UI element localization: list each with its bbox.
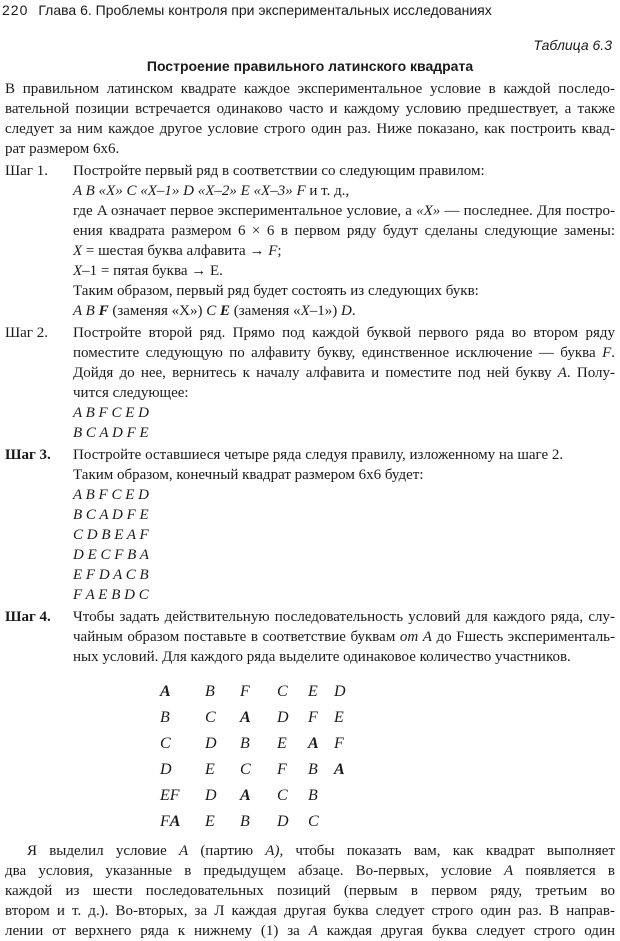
text-segment: F A E B D C	[73, 587, 149, 603]
text-segment: чится следующее:	[73, 385, 189, 401]
table-label: Таблица 6.3	[533, 37, 612, 53]
matrix-cell	[277, 809, 289, 835]
text-line	[5, 901, 615, 921]
matrix-cell	[205, 679, 215, 705]
matrix-row	[160, 757, 615, 783]
text-line	[5, 139, 615, 159]
matrix-cell	[205, 783, 217, 809]
matrix-cell	[205, 731, 217, 757]
matrix-cell-segment: D	[334, 683, 346, 700]
text-line	[73, 281, 615, 301]
text-segment: . Полу-	[566, 365, 615, 381]
matrix-cell	[240, 731, 250, 757]
page-number: 220	[2, 2, 29, 18]
text-segment: D E C F B A	[73, 547, 149, 563]
matrix-cell-segment: C	[277, 683, 288, 700]
text-segment: A B «X» C «X–1» D «X–2» E «X–3» F	[73, 183, 306, 199]
text-segment: A),	[265, 843, 284, 859]
matrix-cell-segment: A	[308, 735, 319, 752]
matrix-cell	[277, 783, 288, 809]
matrix-cell-segment: D	[205, 787, 217, 804]
text-segment: A	[557, 365, 567, 381]
text-segment: каждой из шести последовательных позиций (первым в первом ряду, третьим во	[5, 883, 615, 899]
matrix-cell-segment: B	[308, 761, 318, 778]
chapter-title: Глава 6. Проблемы контроля при экспериментальных исследованиях	[38, 2, 492, 18]
table-title: Построение правильного латинского квадрата	[146, 58, 474, 74]
text-line	[5, 99, 615, 119]
matrix-cell	[308, 809, 319, 835]
text-segment: B C A D F E	[73, 425, 149, 441]
matrix-cell-segment: B	[205, 683, 215, 700]
text-segment: чайным образом поставьте в соответствие буквам	[73, 629, 400, 645]
text-line	[73, 465, 615, 485]
matrix-cell	[308, 679, 318, 705]
text-segment: Постройте второй ряд. Прямо под каждой буквой первого ряда во втором ряду	[73, 325, 615, 341]
matrix-row	[160, 783, 615, 809]
matrix-cell	[308, 705, 318, 731]
text-line	[73, 585, 615, 605]
text-line	[73, 201, 615, 221]
text-segment: Чтобы задать действительную последовательность условий для каждого ряда, слу-	[73, 609, 615, 625]
text-line	[73, 525, 615, 545]
matrix-cell	[308, 783, 318, 809]
matrix-cell-segment: E	[205, 761, 215, 778]
text-segment: Постройте оставшиеся четыре ряда следуя правилу, изложенному на шаге 2.	[73, 447, 564, 463]
matrix-cell	[205, 809, 215, 835]
text-line	[5, 861, 615, 881]
text-segment: .	[351, 303, 356, 319]
step-1	[5, 161, 615, 321]
matrix-cell-segment: C	[277, 787, 288, 804]
step-3-body	[73, 445, 615, 605]
text-segment: A B F C E D	[73, 405, 149, 421]
step-3	[5, 445, 615, 605]
text-segment: ;	[277, 243, 282, 259]
matrix-cell-segment: E	[334, 709, 344, 726]
text-segment: E	[219, 303, 230, 319]
text-line	[73, 403, 615, 423]
text-line	[73, 445, 615, 465]
matrix-cell	[334, 705, 344, 731]
matrix-cell-segment: F	[160, 813, 170, 830]
text-segment: Таким образом, первый ряд будет состоять из следующих букв:	[73, 283, 479, 299]
matrix-cell-segment: E	[277, 735, 287, 752]
text-segment: чтобы показать вам, как квадрат выполняет	[283, 843, 615, 859]
text-segment: A B F C E D	[73, 487, 149, 503]
text-segment: ения квадрата размером 6 × 6 в первом ряду будут сделаны следующие замены:	[73, 223, 615, 239]
text-line	[73, 505, 615, 525]
matrix-cell-segment: A	[334, 761, 345, 778]
text-segment: от A	[399, 629, 432, 645]
text-segment: «X»	[416, 203, 441, 219]
text-segment: .	[611, 345, 615, 361]
text-line	[5, 79, 615, 99]
step-1-label: Шаг 1.	[5, 163, 48, 179]
text-segment: лении от верхнего ряда к нижнему (1) за	[5, 923, 309, 939]
text-segment: B C A D F E	[73, 507, 149, 523]
matrix-row	[160, 731, 615, 757]
matrix-cell-segment: D	[277, 813, 289, 830]
matrix-cell	[205, 757, 215, 783]
matrix-cell-segment: C	[240, 761, 251, 778]
text-line	[73, 383, 615, 403]
matrix-cell	[160, 731, 171, 757]
matrix-cell-segment: A	[240, 709, 251, 726]
text-segment: следует за ним каждое другое условие строго один раз. Ниже показано, как построить квад-	[5, 121, 615, 137]
matrix-cell-segment: F	[308, 709, 318, 726]
matrix-cell-segment: EF	[160, 787, 180, 804]
matrix-row	[160, 679, 615, 705]
matrix-cell-segment: A	[240, 787, 251, 804]
text-segment: поместите следующую по алфавиту букву, единственное исключение — буква	[73, 345, 603, 361]
matrix-cell	[160, 783, 180, 809]
text-line	[5, 841, 615, 861]
matrix-cell	[334, 757, 345, 783]
text-line	[73, 241, 615, 261]
text-line	[5, 119, 615, 139]
matrix-cell-segment: F	[334, 735, 344, 752]
text-line	[73, 607, 615, 627]
step-2-label: Шаг 2.	[5, 325, 48, 341]
text-segment: Дойдя до нее, вернитесь к началу алфавита и поместите под ней букву	[73, 365, 558, 381]
text-line	[73, 301, 615, 321]
text-segment: В правильном латинском квадрате каждое экспериментальное условие в каждой последо-	[5, 81, 615, 97]
text-line	[73, 647, 615, 667]
text-line	[73, 423, 615, 443]
matrix-cell	[277, 731, 287, 757]
text-segment: до Fшесть эксперименталь-	[431, 629, 616, 645]
matrix-cell	[277, 705, 289, 731]
text-line	[73, 545, 615, 565]
text-segment: –1 = пятая буква → E.	[82, 263, 223, 279]
text-segment: где A означает первое экспериментальное условие, а	[73, 203, 417, 219]
latin-square-matrix	[160, 679, 615, 835]
matrix-cell-segment: D	[205, 735, 217, 752]
matrix-cell-segment: B	[308, 787, 318, 804]
matrix-cell-segment: C	[205, 709, 216, 726]
step-3-label: Шаг 3.	[5, 447, 51, 463]
step-2-body	[73, 323, 615, 443]
matrix-cell-segment: A	[160, 683, 171, 700]
step-2	[5, 323, 615, 443]
text-segment: (партию	[188, 843, 266, 859]
text-segment: появляется в	[513, 863, 615, 879]
text-line	[73, 627, 615, 647]
text-segment: и т. д.,	[305, 183, 350, 199]
matrix-cell-segment: C	[160, 735, 171, 752]
matrix-cell	[160, 705, 170, 731]
text-segment: втором и т. д.). Во-вторых, за Л каждая другая буква следует строго один раз. В направ-	[5, 903, 615, 919]
text-segment: Я выделил условие	[27, 843, 179, 859]
step-4	[5, 607, 615, 667]
text-segment: E F D A C B	[73, 567, 149, 583]
matrix-cell	[160, 679, 171, 705]
text-segment: –1»)	[309, 303, 341, 319]
matrix-cell-segment: C	[308, 813, 319, 830]
text-line	[73, 221, 615, 241]
text-segment: C D B E A F	[73, 527, 149, 543]
text-line	[73, 485, 615, 505]
text-segment: (заменяя «	[230, 303, 301, 319]
text-line	[5, 881, 615, 901]
matrix-cell	[308, 757, 318, 783]
text-segment: D	[340, 303, 352, 319]
text-segment: Таким образом, конечный квадрат размером 6х6 будет:	[73, 467, 424, 483]
text-line	[73, 363, 615, 383]
text-segment: A B	[73, 303, 99, 319]
text-segment: C	[206, 303, 220, 319]
intro-paragraph	[5, 79, 615, 159]
matrix-cell-segment: E	[205, 813, 215, 830]
matrix-cell	[334, 679, 346, 705]
text-segment: F	[602, 345, 612, 361]
matrix-cell	[240, 679, 250, 705]
matrix-cell	[240, 757, 251, 783]
text-segment: A	[504, 863, 514, 879]
running-header	[2, 0, 615, 20]
step-4-body	[73, 607, 615, 667]
text-segment: (заменяя «X»)	[108, 303, 207, 319]
text-segment: F	[98, 303, 109, 319]
text-line	[73, 261, 615, 281]
matrix-cell	[308, 731, 319, 757]
text-segment: F	[268, 243, 278, 259]
closing-paragraph	[5, 841, 615, 941]
matrix-cell	[160, 809, 180, 835]
text-segment: рат размером 6х6.	[5, 141, 120, 157]
matrix-cell	[277, 679, 288, 705]
matrix-cell	[160, 757, 172, 783]
text-line	[73, 181, 615, 201]
matrix-cell	[334, 731, 344, 757]
text-segment: — последнее. Для постро-	[440, 203, 616, 219]
matrix-row	[160, 809, 615, 835]
text-segment: X	[73, 263, 83, 279]
text-line	[73, 565, 615, 585]
text-segment: каждая другая буква следует строго один	[317, 923, 615, 939]
matrix-cell-segment: B	[240, 813, 250, 830]
matrix-cell	[240, 705, 251, 731]
step-1-body	[73, 161, 615, 321]
matrix-cell-segment: D	[277, 709, 289, 726]
text-segment: ных условий. Для каждого ряда выделите одинаковое количество участников.	[73, 649, 571, 665]
text-line	[5, 921, 615, 941]
step-4-label: Шаг 4.	[5, 609, 51, 625]
matrix-cell	[240, 783, 251, 809]
matrix-cell-segment: B	[240, 735, 250, 752]
text-segment: Постройте первый ряд в соответствии со следующим правилом:	[73, 163, 485, 179]
matrix-cell-segment: E	[308, 683, 318, 700]
matrix-row	[160, 705, 615, 731]
text-segment: = шестая буква алфавита →	[82, 243, 269, 259]
text-segment: два условия, указанные в предыдущем абзаце. Во-первых, условие	[5, 863, 505, 879]
text-segment: вательной позиции встречается одинаково часто и каждому условию предшествует, а также	[5, 101, 615, 117]
text-segment: A	[308, 923, 318, 939]
matrix-cell	[205, 705, 216, 731]
text-line	[73, 161, 615, 181]
matrix-cell-segment: F	[277, 761, 287, 778]
text-line	[73, 343, 615, 363]
text-segment: A	[178, 843, 189, 859]
text-segment: X	[300, 303, 310, 319]
matrix-cell-segment: F	[240, 683, 250, 700]
text-line	[73, 323, 615, 343]
matrix-cell	[277, 757, 287, 783]
text-segment: X	[73, 243, 83, 259]
matrix-cell	[240, 809, 250, 835]
matrix-cell-segment: D	[160, 761, 172, 778]
matrix-cell-segment: A	[169, 813, 181, 830]
matrix-cell-segment: B	[160, 709, 170, 726]
